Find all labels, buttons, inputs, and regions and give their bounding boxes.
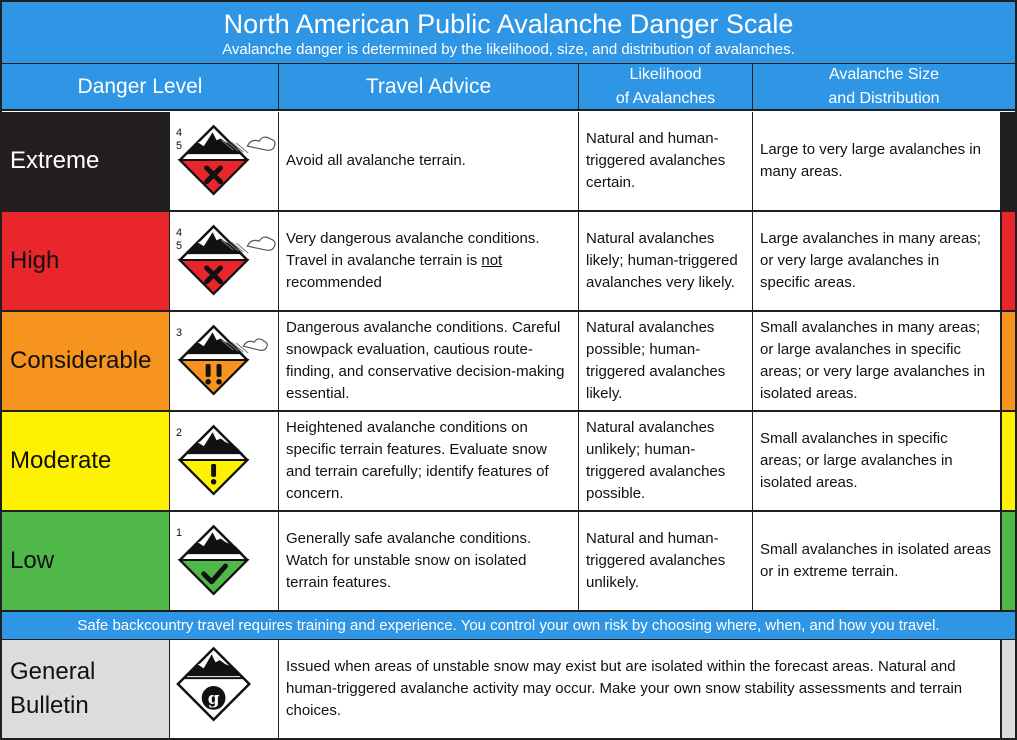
danger-color-strip: [1001, 512, 1015, 610]
travel-advice-text: Heightened avalanche conditions on specific terrain features. Evaluate snow and terrain carefully; identify features of concern.: [286, 419, 549, 502]
likelihood-of-avalanches: Natural avalanches likely; human-triggered avalanches very likely.: [579, 212, 753, 310]
travel-advice-text-end: recommended: [286, 274, 382, 291]
danger-level-label: Low: [2, 512, 170, 610]
danger-row-extreme: [2, 112, 1015, 212]
column-header-danger-level: [2, 64, 279, 111]
danger-icon-cell: [170, 212, 279, 310]
danger-icon: [170, 512, 278, 610]
travel-advice: [279, 512, 579, 610]
likelihood-of-avalanches: Natural avalanches unlikely; human-triggered avalanches possible.: [579, 412, 753, 510]
avalanche-size-distribution: Small avalanches in many areas; or large avalanches in specific areas; or very large avalanches in isolated areas.: [753, 312, 1001, 410]
general-bulletin-strip: [1001, 640, 1015, 738]
danger-icon: [170, 212, 278, 310]
danger-level-label: High: [2, 212, 170, 310]
level-number: 3: [175, 327, 183, 340]
general-bulletin-letter: g: [207, 687, 220, 708]
likelihood-of-avalanches: Natural avalanches possible; human-triggered avalanches likely.: [579, 312, 753, 410]
general-bulletin-text: Issued when areas of unstable snow may exist but are isolated within the forecast areas. Natural and human-triggered avalanche activity may occur. Make your own snow stability assessments and terrain choices.: [279, 640, 1001, 738]
likelihood-of-avalanches: Natural and human-triggered avalanches certain.: [579, 112, 753, 210]
level-number: 5: [175, 140, 183, 153]
danger-icon-cell: [170, 112, 279, 210]
travel-advice: [279, 212, 579, 310]
danger-icon: [170, 312, 278, 410]
snow-cloud-icon: [247, 237, 275, 250]
general-bulletin-label: [2, 640, 170, 738]
danger-icon-cell: [170, 312, 279, 410]
column-header-size-line1: Avalanche Size: [829, 65, 939, 83]
travel-advice: [279, 412, 579, 510]
danger-icon-cell: [170, 412, 279, 510]
likelihood-of-avalanches: Natural and human-triggered avalanches unlikely.: [579, 512, 753, 610]
travel-advice-emphasis: not: [481, 252, 503, 269]
avalanche-size-distribution: Small avalanches in isolated areas or in extreme terrain.: [753, 512, 1001, 610]
exclamation-icon: [211, 464, 217, 485]
title-band: [2, 2, 1015, 64]
danger-icon-cell: [170, 512, 279, 610]
snow-cloud-icon: [243, 339, 267, 350]
danger-color-strip: [1001, 312, 1015, 410]
danger-icon: [170, 112, 278, 210]
column-header-size: [753, 64, 1015, 111]
danger-level-label: Extreme: [2, 112, 170, 210]
travel-advice-text: Generally safe avalanche conditions. Watch for unstable snow on isolated terrain features.: [286, 530, 532, 591]
general-bulletin-icon-cell: [170, 640, 279, 738]
footer-note: Safe backcountry travel requires training and experience. You control your own risk by choosing where, when, and how you travel.: [2, 612, 1015, 640]
avalanche-size-distribution: Small avalanches in specific areas; or large avalanches in isolated areas.: [753, 412, 1001, 510]
danger-row-high: [2, 212, 1015, 312]
danger-row-moderate: [2, 412, 1015, 512]
level-number: 5: [175, 240, 183, 253]
level-number: 1: [175, 527, 183, 540]
column-header-travel-advice: [279, 64, 579, 111]
level-number-above: 4: [175, 227, 183, 240]
danger-icon: [170, 412, 278, 510]
general-bulletin-label-line1: General: [10, 658, 96, 685]
page-subtitle: Avalanche danger is determined by the likelihood, size, and distribution of avalanches.: [222, 41, 795, 58]
general-bulletin-row: [2, 640, 1015, 738]
travel-advice-text: Dangerous avalanche conditions. Careful snowpack evaluation, cautious route-finding, and conservative decision-making essential.: [286, 319, 565, 402]
danger-row-low: [2, 512, 1015, 612]
column-header-travel-advice-label: Travel Advice: [365, 74, 492, 98]
danger-level-label: Moderate: [2, 412, 170, 510]
page-title: North American Public Avalanche Danger Scale: [223, 9, 794, 39]
level-number: 2: [175, 427, 183, 440]
column-header-likelihood: [579, 64, 753, 111]
danger-color-strip: [1001, 112, 1015, 210]
general-bulletin-icon: [170, 640, 278, 738]
snow-cloud-icon: [247, 137, 275, 150]
travel-advice: [279, 112, 579, 210]
avalanche-size-distribution: Large avalanches in many areas; or very large avalanches in specific areas.: [753, 212, 1001, 310]
general-bulletin-label-line2: Bulletin: [10, 692, 89, 719]
column-header-likelihood-line2: of Avalanches: [615, 89, 716, 107]
column-header-likelihood-line1: Likelihood: [629, 65, 702, 83]
avalanche-size-distribution: Large to very large avalanches in many areas.: [753, 112, 1001, 210]
danger-level-label: Considerable: [2, 312, 170, 410]
danger-color-strip: [1001, 412, 1015, 510]
travel-advice-text: Avoid all avalanche terrain.: [286, 152, 466, 169]
danger-row-considerable: [2, 312, 1015, 412]
travel-advice: [279, 312, 579, 410]
level-number-above: 4: [175, 127, 183, 140]
travel-advice-text: Very dangerous avalanche conditions. Travel in avalanche terrain is: [286, 230, 540, 269]
column-header-danger-level-label: Danger Level: [77, 74, 203, 98]
danger-color-strip: [1001, 212, 1015, 310]
column-header-size-line2: and Distribution: [828, 89, 940, 107]
